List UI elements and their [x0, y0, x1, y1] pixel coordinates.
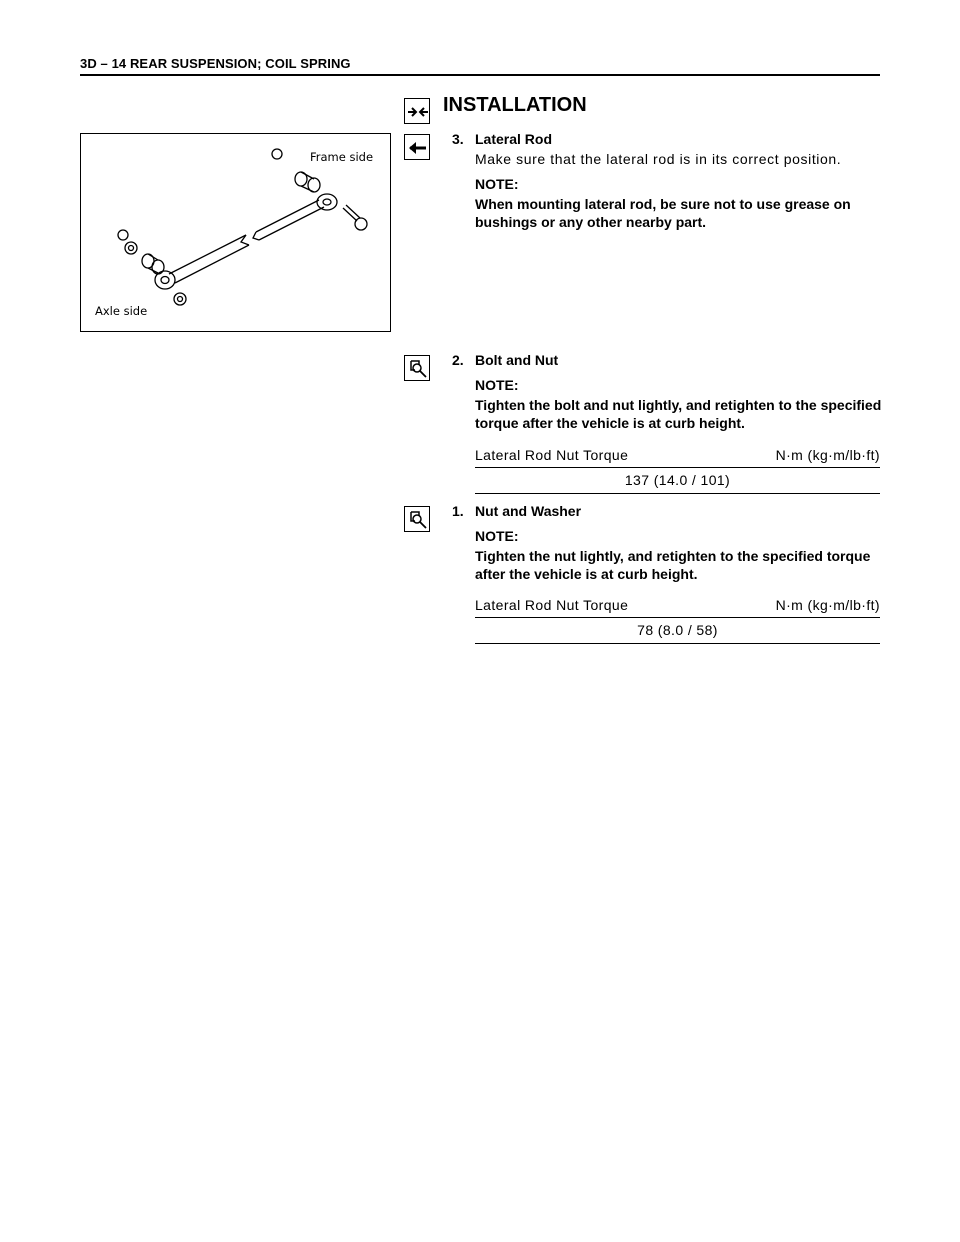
torque-unit: N·m (kg·m/lb·ft)	[775, 447, 880, 463]
torque-wrench-icon	[404, 506, 430, 532]
axle-side-label: Axle side	[95, 304, 148, 318]
torque-value: 137 (14.0 / 101)	[475, 468, 880, 494]
step-1-note: Tighten the nut lightly, and retighten to the specified torque after the vehicle is at curb height.	[475, 548, 871, 582]
step-2-torque-table	[475, 445, 880, 494]
step-2-number: 2.	[452, 352, 464, 368]
torque-value: 78 (8.0 / 58)	[475, 618, 880, 644]
step-3-title: Lateral Rod	[475, 131, 553, 147]
arrow-left-icon	[404, 134, 430, 160]
torque-label: Lateral Rod Nut Torque	[475, 447, 629, 463]
torque-wrench-icon	[404, 355, 430, 381]
step-1-number: 1.	[452, 503, 464, 519]
step-2-title: Bolt and Nut	[475, 352, 559, 368]
step-1-torque-table	[475, 595, 880, 644]
install-arrows-icon	[404, 98, 430, 124]
step-3-number: 3.	[452, 131, 464, 147]
frame-side-label: Frame side	[310, 150, 374, 164]
step-1-note-label: NOTE:	[475, 528, 519, 544]
step-2-note: Tighten the bolt and nut lightly, and retighten to the specified torque after the vehicle is at curb height.	[475, 397, 882, 431]
step-3-note-label: NOTE:	[475, 176, 519, 192]
step-1-title: Nut and Washer	[475, 503, 582, 519]
step-3-body: Make sure that the lateral rod is in its correct position.	[475, 151, 842, 167]
section-title: INSTALLATION	[443, 94, 587, 116]
lateral-rod-figure	[80, 133, 391, 332]
header-divider	[80, 74, 880, 76]
step-3-note: When mounting lateral rod, be sure not to use grease on bushings or any other nearby part.	[475, 196, 851, 230]
step-2-note-label: NOTE:	[475, 377, 519, 393]
page-header: 3D – 14 REAR SUSPENSION; COIL SPRING	[80, 56, 351, 71]
torque-unit: N·m (kg·m/lb·ft)	[775, 597, 880, 613]
torque-label: Lateral Rod Nut Torque	[475, 597, 629, 613]
